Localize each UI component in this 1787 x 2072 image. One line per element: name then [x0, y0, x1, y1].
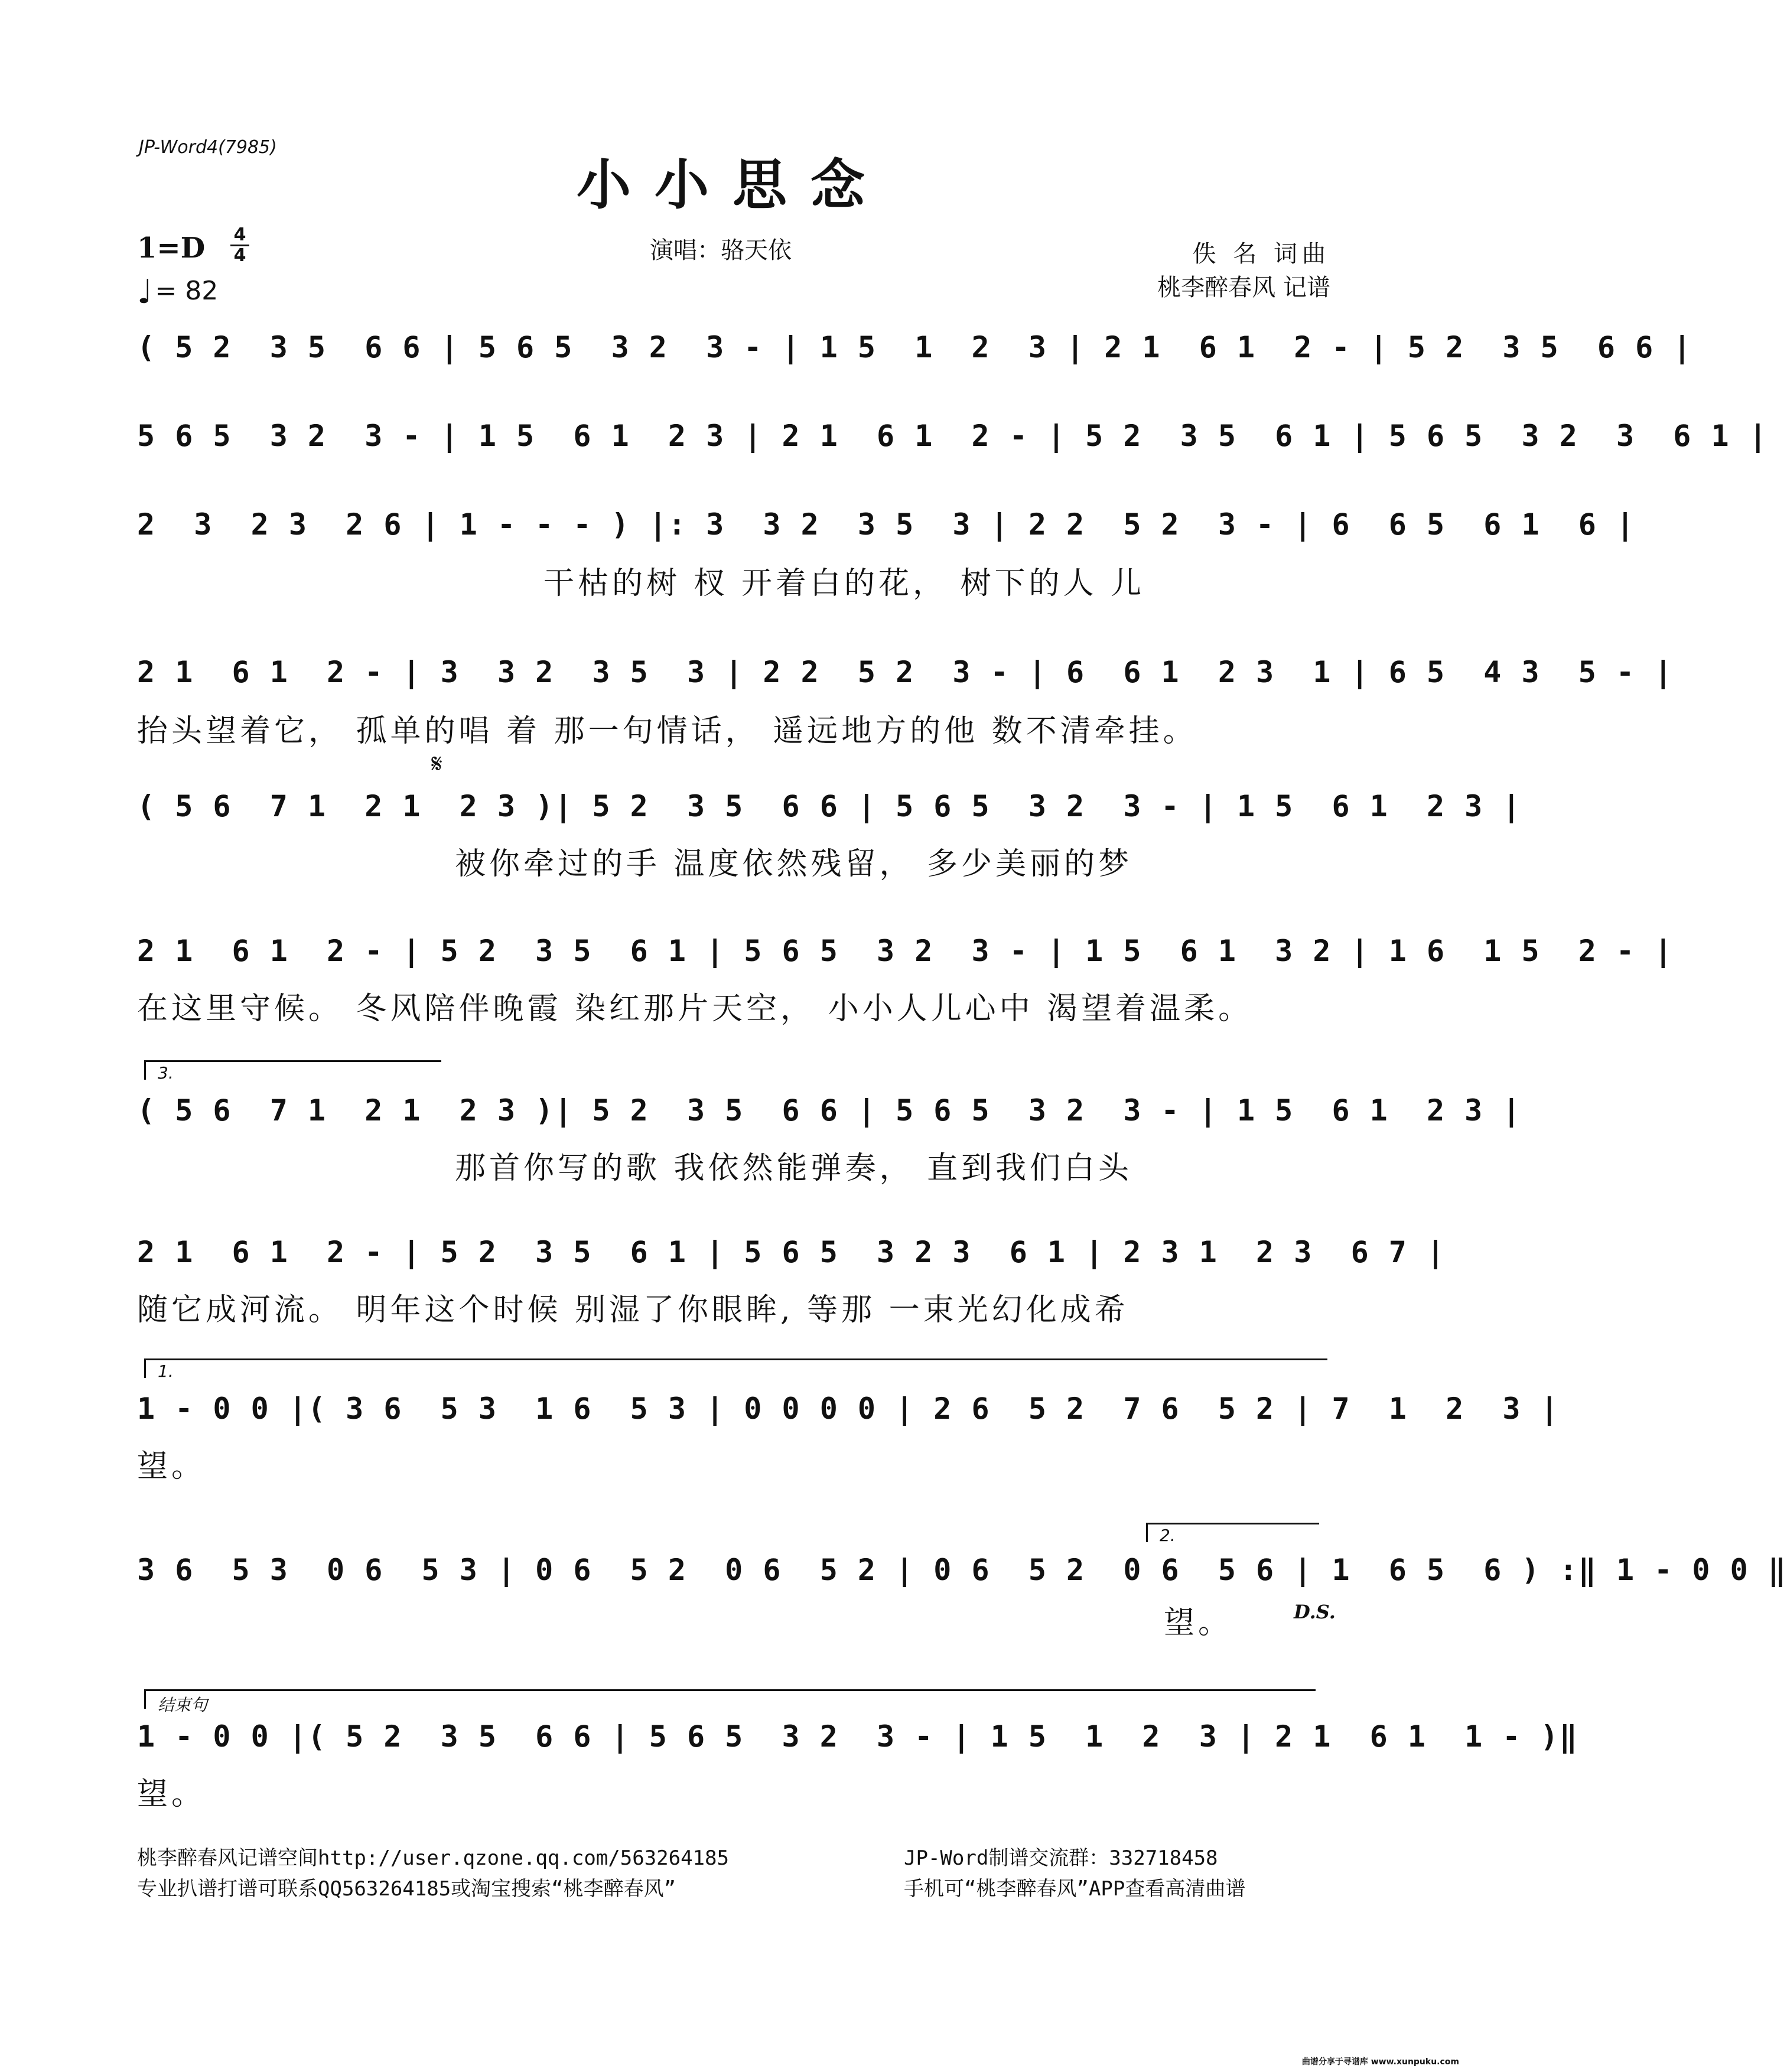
footer-contact: 专业扒谱打谱可联系QQ563264185或淘宝搜索“桃李醉春风” [137, 1877, 676, 1901]
watermark: 曲谱分享于寻谱库 www.xunpuku.com [1301, 2057, 1459, 2067]
score-line-10: 3 6 5 3 0 6 5 3 | 0 6 5 2 0 6 5 2 | 0 6 5 2 0 6 5 6 | 1 6 5 6 ) :‖ 1 - 0 0 ‖ [137, 1553, 1787, 1587]
tempo-marking [137, 273, 218, 311]
lyric-line-7: 望。 [137, 1449, 206, 1484]
song-title: 小小思念 [576, 153, 888, 217]
footer-group: JP-Word制谱交流群：332718458 [904, 1846, 1218, 1870]
volta-2-bracket: 2. [1146, 1523, 1319, 1542]
lyric-line-8: 望。 [1164, 1605, 1233, 1641]
lyric-line-5: 那首你写的歌 我依然能弹奏， 直到我们白头 [455, 1151, 1133, 1186]
key-signature: 1=D [137, 232, 206, 265]
ending-bracket: 结束句 [144, 1689, 1316, 1709]
lyric-line-6: 随它成河流。 明年这个时候 别湿了你眼眸, 等那 一束光幻化成希 [137, 1292, 1129, 1328]
score-line-7: ( 5 6 7 1 2 1 2 3 )| 5 2 3 5 6 6 | 5 6 5 3 2 3 - | 1 5 6 1 2 3 | [137, 1093, 1522, 1128]
lyric-line-2: 抬头望着它， 孤单的唱 着 那一句情话， 遥远地方的他 数不清牵挂。 [137, 714, 1197, 749]
lyrics-credit: 佚 名 词曲 [1192, 240, 1330, 268]
lyric-line-4: 在这里守候。 冬风陪伴晚霞 染红那片天空， 小小人儿心中 渴望着温柔。 [137, 991, 1253, 1027]
quarter-note-icon: ♩ [137, 273, 153, 311]
footer-app: 手机可“桃李醉春风”APP查看高清曲谱 [904, 1877, 1246, 1901]
ds-marking: D.S. [1294, 1601, 1336, 1623]
footer-website: 桃李醉春风记谱空间http://user.qzone.qq.com/563264185 [137, 1846, 729, 1870]
time-signature [228, 226, 252, 265]
score-line-2: 5 6 5 3 2 3 - | 1 5 6 1 2 3 | 2 1 6 1 2 - | 5 2 3 5 6 1 | 5 6 5 3 2 3 6 1 | [137, 419, 1768, 453]
score-line-1: ( 5 2 3 5 6 6 | 5 6 5 3 2 3 - | 1 5 1 2 3 | 2 1 6 1 2 - | 5 2 3 5 6 6 | [137, 330, 1692, 364]
lyric-line-9: 望。 [137, 1777, 206, 1812]
score-line-3: 2 3 2 3 2 6 | 1 - - - ) |: 3 3 2 3 5 3 | 2 2 5 2 3 - | 6 6 5 6 1 6 | [137, 507, 1636, 542]
score-line-6: 2 1 6 1 2 - | 5 2 3 5 6 1 | 5 6 5 3 2 3 - | 1 5 6 1 3 2 | 1 6 1 5 2 - | [137, 934, 1674, 968]
score-line-5: ( 5 6 7 1 2 1 2 3 )| 5 2 3 5 6 6 | 5 6 5 3 2 3 - | 1 5 6 1 2 3 | [137, 789, 1522, 823]
software-label: JP-Word4(7985) [139, 137, 277, 158]
singer-label: 演唱：骆天依 [650, 237, 792, 264]
tempo-value: = 82 [155, 276, 219, 306]
meter-bottom: 4 [233, 245, 246, 266]
meter-top: 4 [233, 224, 246, 245]
transcriber-credit: 桃李醉春风 记谱 [1157, 274, 1330, 301]
score-line-4: 2 1 6 1 2 - | 3 3 2 3 5 3 | 2 2 5 2 3 - | 6 6 1 2 3 1 | 6 5 4 3 5 - | [137, 655, 1674, 689]
volta-3-bracket: 3. [144, 1060, 441, 1080]
score-line-8: 2 1 6 1 2 - | 5 2 3 5 6 1 | 5 6 5 3 2 3 6 1 | 2 3 1 2 3 6 7 | [137, 1235, 1446, 1269]
segno-sign: 𝄋 [431, 749, 442, 779]
score-line-9: 1 - 0 0 |( 3 6 5 3 1 6 5 3 | 0 0 0 0 | 2 6 5 2 7 6 5 2 | 7 1 2 3 | [137, 1392, 1560, 1426]
lyric-line-1: 干枯的树 杈 开着白的花， 树下的人 儿 [543, 566, 1145, 601]
lyric-line-3: 被你牵过的手 温度依然残留， 多少美丽的梦 [455, 846, 1133, 882]
volta-1-bracket: 1. [144, 1358, 1327, 1378]
score-line-11: 1 - 0 0 |( 5 2 3 5 6 6 | 5 6 5 3 2 3 - | 1 5 1 2 3 | 2 1 6 1 1 - )‖ [137, 1719, 1578, 1754]
